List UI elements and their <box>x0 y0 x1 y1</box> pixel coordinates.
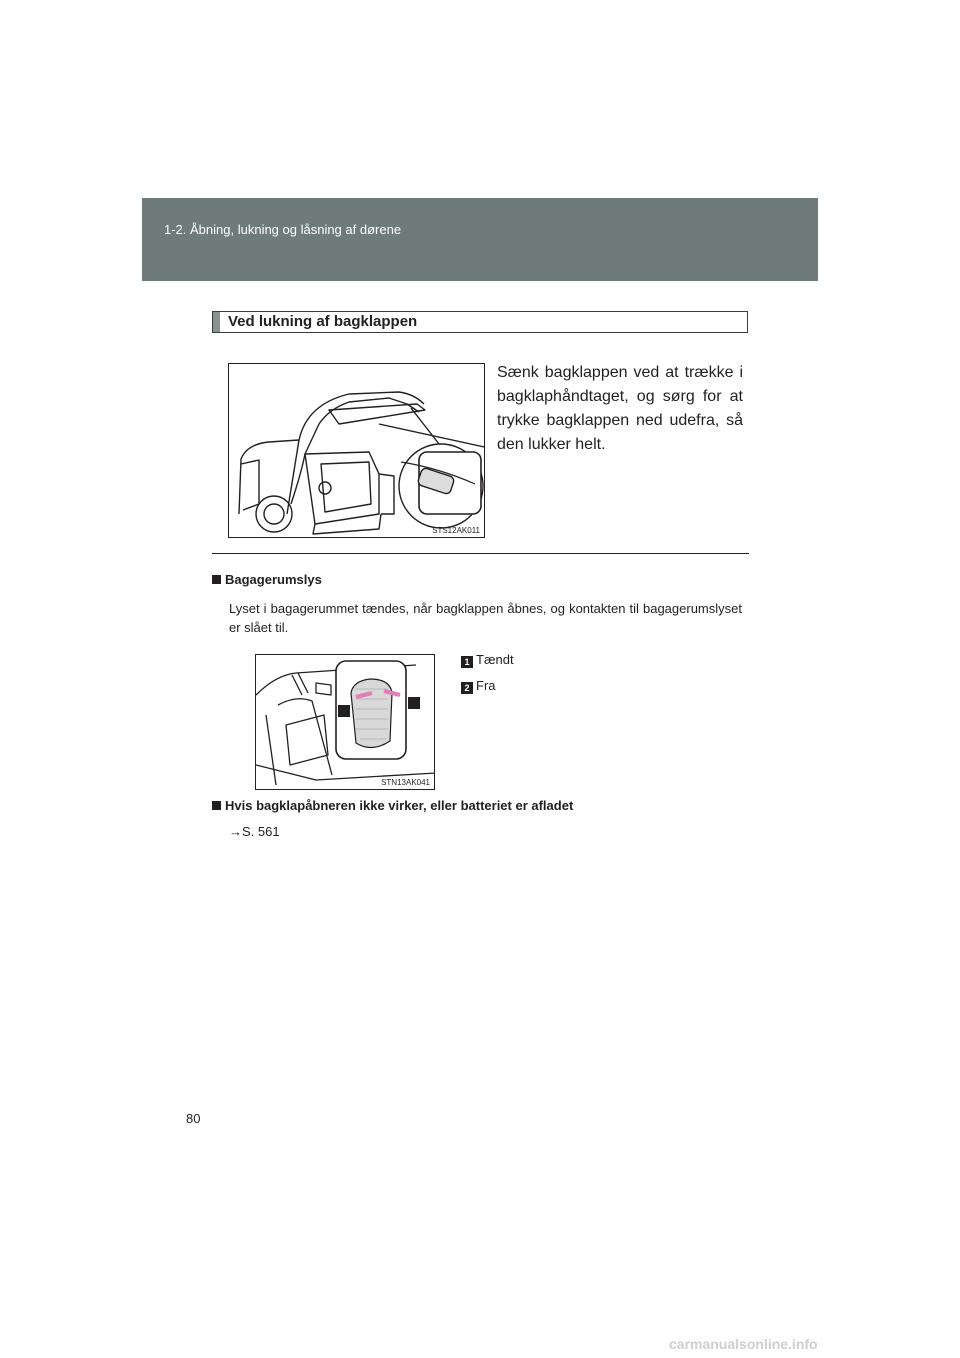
figure-code: STS12AK011 <box>432 526 480 535</box>
legend-item-on <box>461 652 514 668</box>
number-badge: 1 <box>461 656 473 668</box>
luggage-light-heading <box>212 572 322 587</box>
chapter-title: 1-2. Åbning, lukning og låsning af dørene <box>164 222 402 237</box>
figure-code: STN13AK041 <box>381 778 430 787</box>
bullet-square-icon <box>212 801 221 810</box>
page-number: 80 <box>186 1111 201 1126</box>
section-divider <box>212 553 749 554</box>
page-reference: →S. 561 <box>229 824 280 839</box>
section-title: Ved lukning af bagklappen <box>228 313 418 330</box>
luggage-light-illustration <box>255 654 435 790</box>
bullet-square-icon <box>212 575 221 584</box>
chapter-header <box>142 198 818 281</box>
watermark: carmanualsonline.info <box>669 1336 818 1352</box>
opener-heading-text: Hvis bagklapåbneren ikke virker, eller batteriet er afladet <box>225 798 574 813</box>
luggage-light-heading-text: Bagagerumslys <box>225 572 322 587</box>
luggage-light-text: Lyset i bagagerummet tændes, når bagklappen åbnes, og kontakten til bagagerumslyset er slået til. <box>229 601 742 635</box>
number-badge: 2 <box>461 682 473 694</box>
section-title-box <box>212 311 748 333</box>
legend-label: Fra <box>476 678 496 693</box>
section-title-accent <box>213 312 220 332</box>
luggage-light-drawing <box>256 655 435 790</box>
opener-heading <box>212 798 573 813</box>
legend-item-off <box>461 678 496 694</box>
legend-label: Tændt <box>476 652 514 667</box>
section-description: Sænk bagklappen ved at trække i bagklaphåndtaget, og sørg for at trykke bagklappen ned udefra, så den lukker helt. <box>497 364 743 453</box>
tailgate-drawing <box>229 364 485 538</box>
tailgate-illustration <box>228 363 485 538</box>
